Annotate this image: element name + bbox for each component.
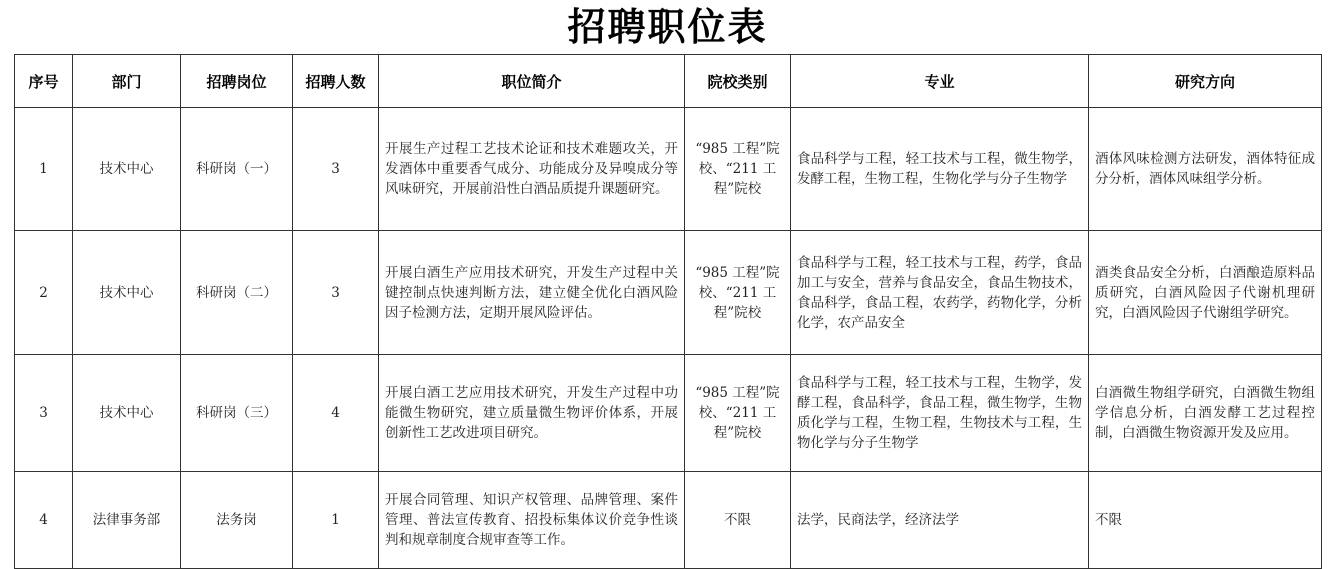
header-position: 招聘岗位 (181, 55, 293, 108)
cell-major: 食品科学与工程，轻工技术与工程，微生物学，发酵工程，生物工程，生物化学与分子生物学 (791, 108, 1089, 231)
table-row (15, 355, 1322, 472)
cell-position: 科研岗（二） (181, 231, 293, 355)
cell-department: 法律事务部 (73, 472, 181, 569)
cell-major: 法学，民商法学，经济法学 (791, 472, 1089, 569)
cell-count: 3 (293, 231, 379, 355)
cell-count: 3 (293, 108, 379, 231)
header-school-type: 院校类别 (685, 55, 791, 108)
cell-seq: 4 (15, 472, 73, 569)
cell-school-type: “985 工程”院校、“211 工程”院校 (685, 108, 791, 231)
table-row (15, 108, 1322, 231)
recruitment-table (14, 54, 1322, 569)
table-row (15, 472, 1322, 569)
cell-research: 不限 (1089, 472, 1322, 569)
header-seq: 序号 (15, 55, 73, 108)
cell-position: 科研岗（一） (181, 108, 293, 231)
cell-major: 食品科学与工程，轻工技术与工程，药学，食品加工与安全，营养与食品安全，食品生物技术，食品科学，食品工程，农药学，药物化学，分析化学，农产品安全 (791, 231, 1089, 355)
cell-department: 技术中心 (73, 108, 181, 231)
cell-major: 食品科学与工程，轻工技术与工程，生物学，发酵工程，食品科学，食品工程，微生物学，生物质化学与工程，生物工程，生物技术与工程，生物化学与分子生物学 (791, 355, 1089, 472)
cell-research: 白酒微生物组学研究，白酒微生物组学信息分析，白酒发酵工艺过程控制，白酒微生物资源开发及应用。 (1089, 355, 1322, 472)
cell-seq: 1 (15, 108, 73, 231)
cell-school-type: 不限 (685, 472, 791, 569)
cell-description: 开展白酒工艺应用技术研究，开发生产过程中功能微生物研究，建立质量微生物评价体系，开展创新性工艺改进项目研究。 (379, 355, 685, 472)
cell-description: 开展合同管理、知识产权管理、品牌管理、案件管理、普法宣传教育、招投标集体议价竞争性谈判和规章制度合规审查等工作。 (379, 472, 685, 569)
cell-count: 1 (293, 472, 379, 569)
header-department: 部门 (73, 55, 181, 108)
table-header-row (15, 55, 1322, 108)
cell-description: 开展生产过程工艺技术论证和技术难题攻关，开发酒体中重要香气成分、功能成分及异嗅成分等风味研究，开展前沿性白酒品质提升课题研究。 (379, 108, 685, 231)
header-count: 招聘人数 (293, 55, 379, 108)
cell-position: 科研岗（三） (181, 355, 293, 472)
cell-research: 酒体风味检测方法研发，酒体特征成分分析，酒体风味组学分析。 (1089, 108, 1322, 231)
cell-position: 法务岗 (181, 472, 293, 569)
cell-school-type: “985 工程”院校、“211 工程”院校 (685, 355, 791, 472)
cell-count: 4 (293, 355, 379, 472)
cell-school-type: “985 工程”院校、“211 工程”院校 (685, 231, 791, 355)
table-row (15, 231, 1322, 355)
header-major: 专业 (791, 55, 1089, 108)
cell-seq: 2 (15, 231, 73, 355)
header-research: 研究方向 (1089, 55, 1322, 108)
cell-research: 酒类食品安全分析，白酒酿造原料品质研究，白酒风险因子代谢机理研究，白酒风险因子代谢组学研究。 (1089, 231, 1322, 355)
cell-department: 技术中心 (73, 231, 181, 355)
cell-description: 开展白酒生产应用技术研究，开发生产过程中关键控制点快速判断方法，建立健全优化白酒风险因子检测方法，定期开展风险评估。 (379, 231, 685, 355)
page-title: 招聘职位表 (567, 4, 768, 49)
cell-department: 技术中心 (73, 355, 181, 472)
cell-seq: 3 (15, 355, 73, 472)
header-description: 职位简介 (379, 55, 685, 108)
